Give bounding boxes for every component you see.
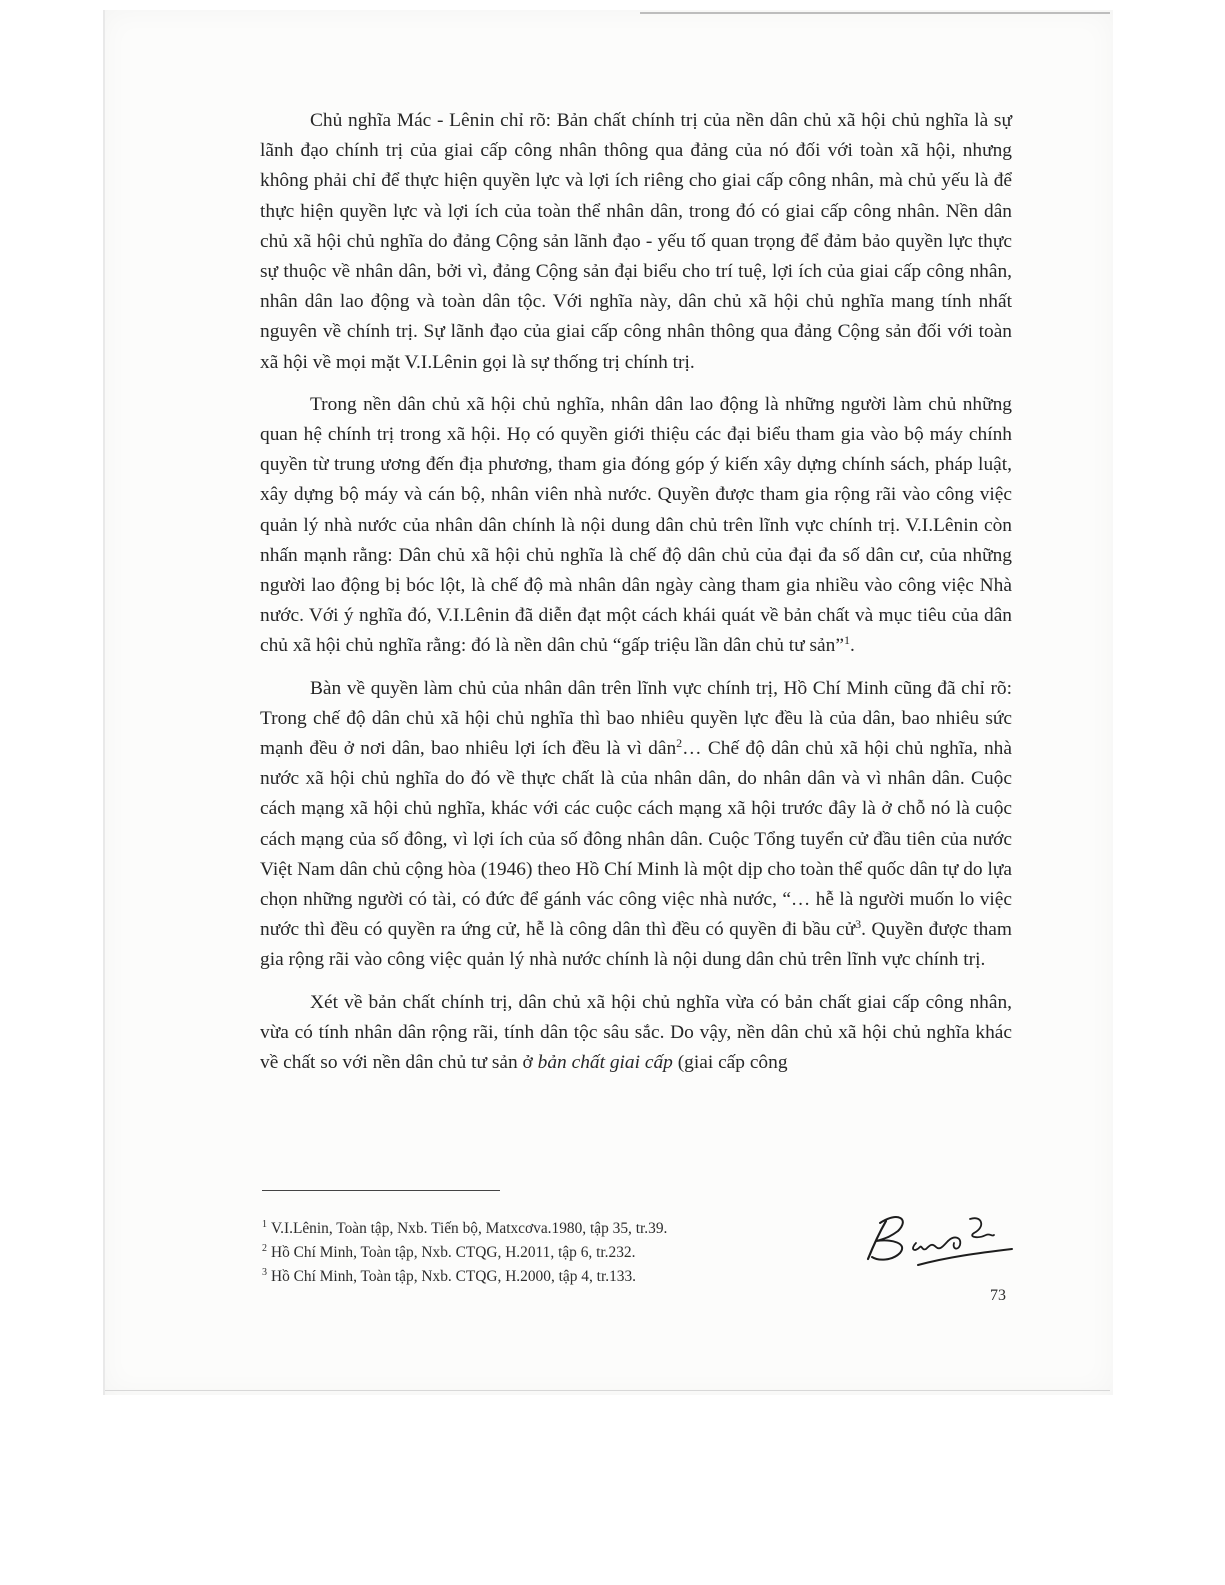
page-number: 73 (990, 1287, 1006, 1304)
footnote-2 (262, 1241, 822, 1265)
footnote-reference: 2 (676, 736, 683, 751)
paragraph-1 (260, 106, 1012, 378)
bottom-scan-rule (105, 1390, 1110, 1391)
paragraph-text: Bàn về quyền làm chủ của nhân dân trên lĩnh vực chính trị, Hồ Chí Minh cũng đã chỉ rõ: Trong chế độ dân chủ xã hội chủ nghĩa thì bao nhiêu quyền lực đều là của dân, bao nhiêu sức mạnh đều ở nơi dân, bao nhiêu lợi ích đều là vì dân (260, 677, 1012, 760)
footnote-3 (262, 1265, 822, 1289)
footnote-separator (262, 1190, 500, 1191)
body-text (260, 106, 1012, 1078)
paragraph-text: . Quyền được tham gia rộng rãi vào công việc quản lý nhà nước chính là nội dung dân chủ trên lĩnh vực chính trị. (260, 919, 1012, 971)
handwritten-signature-icon (858, 1205, 1018, 1275)
footnote-text: Hồ Chí Minh, Toàn tập, Nxb. CTQG, H.2011, tập 6, tr.232. (271, 1244, 636, 1261)
footnote-text: Hồ Chí Minh, Toàn tập, Nxb. CTQG, H.2000, tập 4, tr.133. (271, 1268, 637, 1285)
footnote-marker: 1 (262, 1219, 267, 1230)
paragraph-4 (260, 988, 1012, 1079)
sheet-edge (103, 10, 105, 1395)
emphasis-text: bản chất giai cấp (537, 1052, 673, 1074)
paragraph-text: … Chế độ dân chủ xã hội chủ nghĩa, nhà nước xã hội chủ nghĩa do đó về thực chất là của nhân dân, do nhân dân và vì nhân dân. Cuộc cách mạng xã hội chủ nghĩa, khác với các cuộc cách mạng xã hội trước đây là ở chỗ nó là cuộc cách mạng của số đông, vì lợi ích của số đông nhân dân. Cuộc Tổng tuyển cử đầu tiên của nước Việt Nam dân chủ cộng hòa (1946) theo Hồ Chí Minh là một dịp cho toàn thể quốc dân tự do lựa chọn những người có tài, có đức để gánh vác công việc nhà nước, “… hễ là người muốn lo việc nước thì đều có quyền ra ứng cử, hễ là công dân thì đều có quyền đi bầu cử (260, 738, 1012, 941)
footnotes (262, 1217, 822, 1289)
footnote-reference: 3 (855, 917, 862, 932)
top-scan-rule (640, 12, 1110, 14)
footnote-marker: 3 (262, 1267, 267, 1278)
footnote-marker: 2 (262, 1243, 267, 1254)
paragraph-text: Trong nền dân chủ xã hội chủ nghĩa, nhân dân lao động là những người làm chủ những quan hệ chính trị trong xã hội. Họ có quyền giới thiệu các đại biểu tham gia vào bộ máy chính quyền từ trung ương đến địa phương, tham gia đóng góp ý kiến xây dựng chính sách, pháp luật, xây dựng bộ máy và cán bộ, nhân viên nhà nước. Quyền được tham gia rộng rãi vào công việc quản lý nhà nước của nhân dân chính là nội dung dân chủ trên lĩnh vực chính trị. V.I.Lênin còn nhấn mạnh rằng: Dân chủ xã hội chủ nghĩa là chế độ dân chủ của đại đa số dân cư, của những người lao động bị bóc lột, là chế độ mà nhân dân ngày càng tham gia nhiều vào công việc Nhà nước. Với ý nghĩa đó, V.I.Lênin đã diễn đạt một cách khái quát về bản chất và mục tiêu của dân chủ xã hội chủ nghĩa rằng: đó là nền dân chủ “gấp triệu lần dân chủ tư sản” (260, 393, 1012, 657)
paragraph-text: . (849, 635, 855, 657)
paragraph-text: Chủ nghĩa Mác - Lênin chỉ rõ: Bản chất chính trị của nền dân chủ xã hội chủ nghĩa là sự lãnh đạo chính trị của giai cấp công nhân thông qua đảng của nó đối với toàn xã hội, nhưng không phải chỉ để thực hiện quyền lực và lợi ích riêng cho giai cấp công nhân, mà chủ yếu là để thực hiện quyền lực và lợi ích của toàn thể nhân dân, trong đó có giai cấp công nhân. Nền dân chủ xã hội chủ nghĩa do đảng Cộng sản lãnh đạo - yếu tố quan trọng để đảm bảo quyền lực thực sự thuộc về nhân dân, bởi vì, đảng Cộng sản đại biểu cho trí tuệ, lợi ích của giai cấp công nhân, nhân dân lao động và toàn dân tộc. Với nghĩa này, dân chủ xã hội chủ nghĩa mang tính nhất nguyên về chính trị. Sự lãnh đạo của giai cấp công nhân thông qua đảng Cộng sản đối với toàn xã hội về mọi mặt V.I.Lênin gọi là sự thống trị chính trị. (260, 110, 1012, 373)
paragraph-2 (260, 390, 1012, 662)
footnote-reference: 1 (843, 633, 850, 648)
footnote-1 (262, 1217, 822, 1241)
paragraph-text: (giai cấp công (672, 1052, 788, 1074)
footnote-text: V.I.Lênin, Toàn tập, Nxb. Tiến bộ, Matxcơva.1980, tập 35, tr.39. (271, 1220, 668, 1237)
paragraph-text: Xét về bản chất chính trị, dân chủ xã hội chủ nghĩa vừa có bản chất giai cấp công nhân, vừa có tính nhân dân rộng rãi, tính dân tộc sâu sắc. Do vậy, nền dân chủ xã hội chủ nghĩa khác về chất so với nền dân chủ tư sản ở (260, 991, 1012, 1074)
paragraph-3 (260, 674, 1012, 976)
